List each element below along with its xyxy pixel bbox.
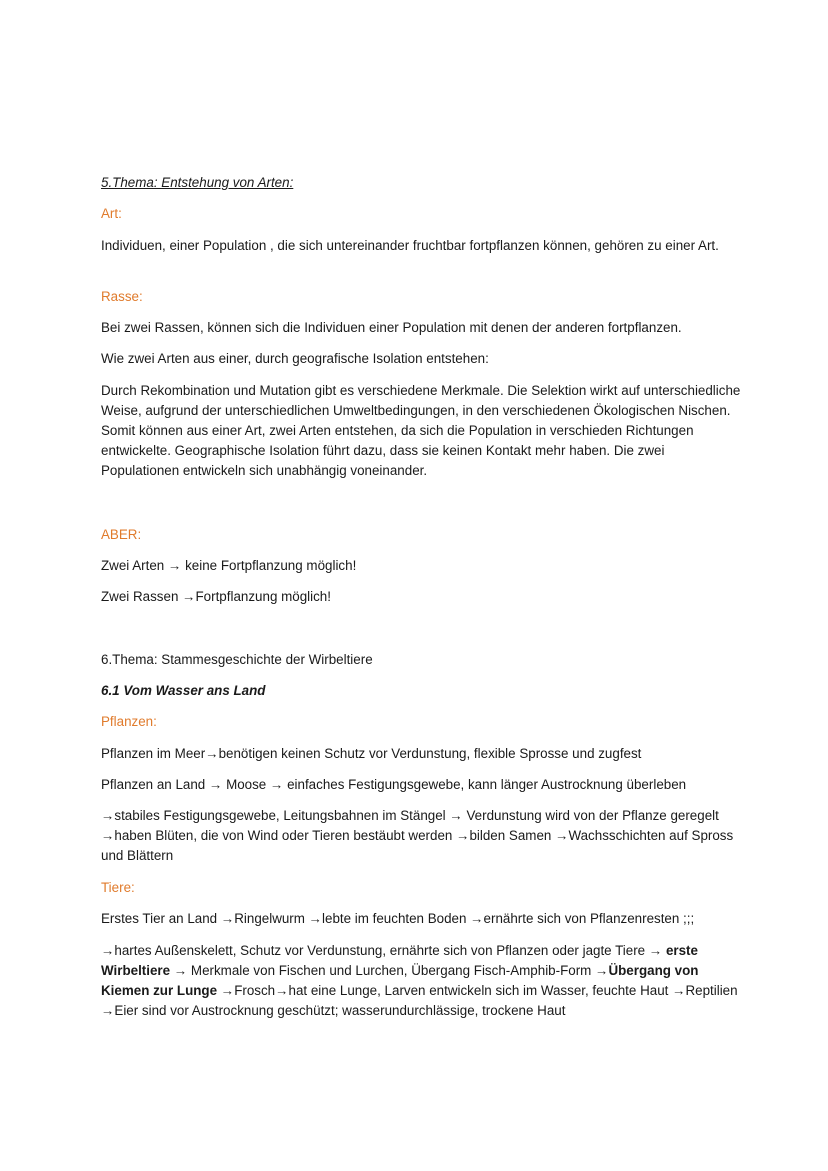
pflanzen-land-line: Pflanzen an Land → Moose → einfaches Festigungsgewebe, kann länger Austrocknung überleben bbox=[101, 777, 687, 792]
art-definition: Individuen, einer Population , die sich untereinander fruchtbar fortpflanzen können, gehören zu einer Art. bbox=[101, 238, 719, 253]
tiere-text-2: → Merkmale von Fischen und Lurchen, Übergang Fisch-Amphib-Form → bbox=[170, 963, 609, 978]
tiere-text-3: →Frosch→hat eine Lunge, Larven entwickeln sich im Wasser, feuchte Haut →Reptilien →Eier sind vor Austrocknung geschützt; wasserundurchlässige, trockene Haut bbox=[101, 983, 738, 1018]
rasse-heading: Rasse: bbox=[101, 289, 143, 304]
rasse-definition: Bei zwei Rassen, können sich die Individuen einer Population mit denen der anderen fortpflanzen. bbox=[101, 320, 682, 335]
isolation-explanation: Durch Rekombination und Mutation gibt es verschiedene Merkmale. Die Selektion wirkt auf unterschiedliche Weise, aufgrund der unterschiedlichen Umweltbedingungen, in den verschiedenen Ökologischen Nischen. Somit können aus einer Art, zwei Arten entstehen, da sich die Population in verschieden Richtungen entwickelte. Geographische Isolation führt dazu, dass sie keinen Kontakt mehr haben. Die zwei Populationen entwickeln sich unabhängig voneinander. bbox=[101, 383, 741, 478]
tiere-paragraph bbox=[101, 941, 741, 1021]
pflanzen-heading: Pflanzen: bbox=[101, 714, 157, 729]
aber-heading: ABER: bbox=[101, 527, 142, 542]
tiere-heading: Tiere: bbox=[101, 880, 135, 895]
aber-line-rassen: Zwei Rassen →Fortpflanzung möglich! bbox=[101, 589, 331, 604]
pflanzen-paragraph: →stabiles Festigungsgewebe, Leitungsbahnen im Stängel → Verdunstung wird von der Pflanze geregelt →haben Blüten, die von Wind oder Tieren bestäubt werden →bilden Samen →Wachsschichten auf Spross und Blättern bbox=[101, 808, 734, 863]
tiere-bold-lunge: Übergang von Kiemen zur Lunge bbox=[101, 963, 699, 998]
section6-subtitle: 6.1 Vom Wasser ans Land bbox=[101, 683, 266, 698]
section5-title: 5.Thema: Entstehung von Arten: bbox=[101, 175, 294, 190]
aber-line-arten: Zwei Arten → keine Fortpflanzung möglich! bbox=[101, 558, 357, 573]
tiere-text-1: →hartes Außenskelett, Schutz vor Verdunstung, ernährte sich von Pflanzen oder jagte Tiere bbox=[101, 943, 649, 958]
pflanzen-meer-line: Pflanzen im Meer→benötigen keinen Schutz vor Verdunstung, flexible Sprosse und zugfest bbox=[101, 746, 642, 761]
tiere-bold-wirbeltiere: → erste Wirbeltiere bbox=[101, 943, 698, 978]
tiere-first-line: Erstes Tier an Land →Ringelwurm →lebte im feuchten Boden →ernährte sich von Pflanzenresten ;;; bbox=[101, 911, 695, 926]
isolation-question: Wie zwei Arten aus einer, durch geografische Isolation entstehen: bbox=[101, 351, 489, 366]
art-heading: Art: bbox=[101, 206, 122, 221]
section6-title: 6.Thema: Stammesgeschichte der Wirbeltiere bbox=[101, 652, 373, 667]
